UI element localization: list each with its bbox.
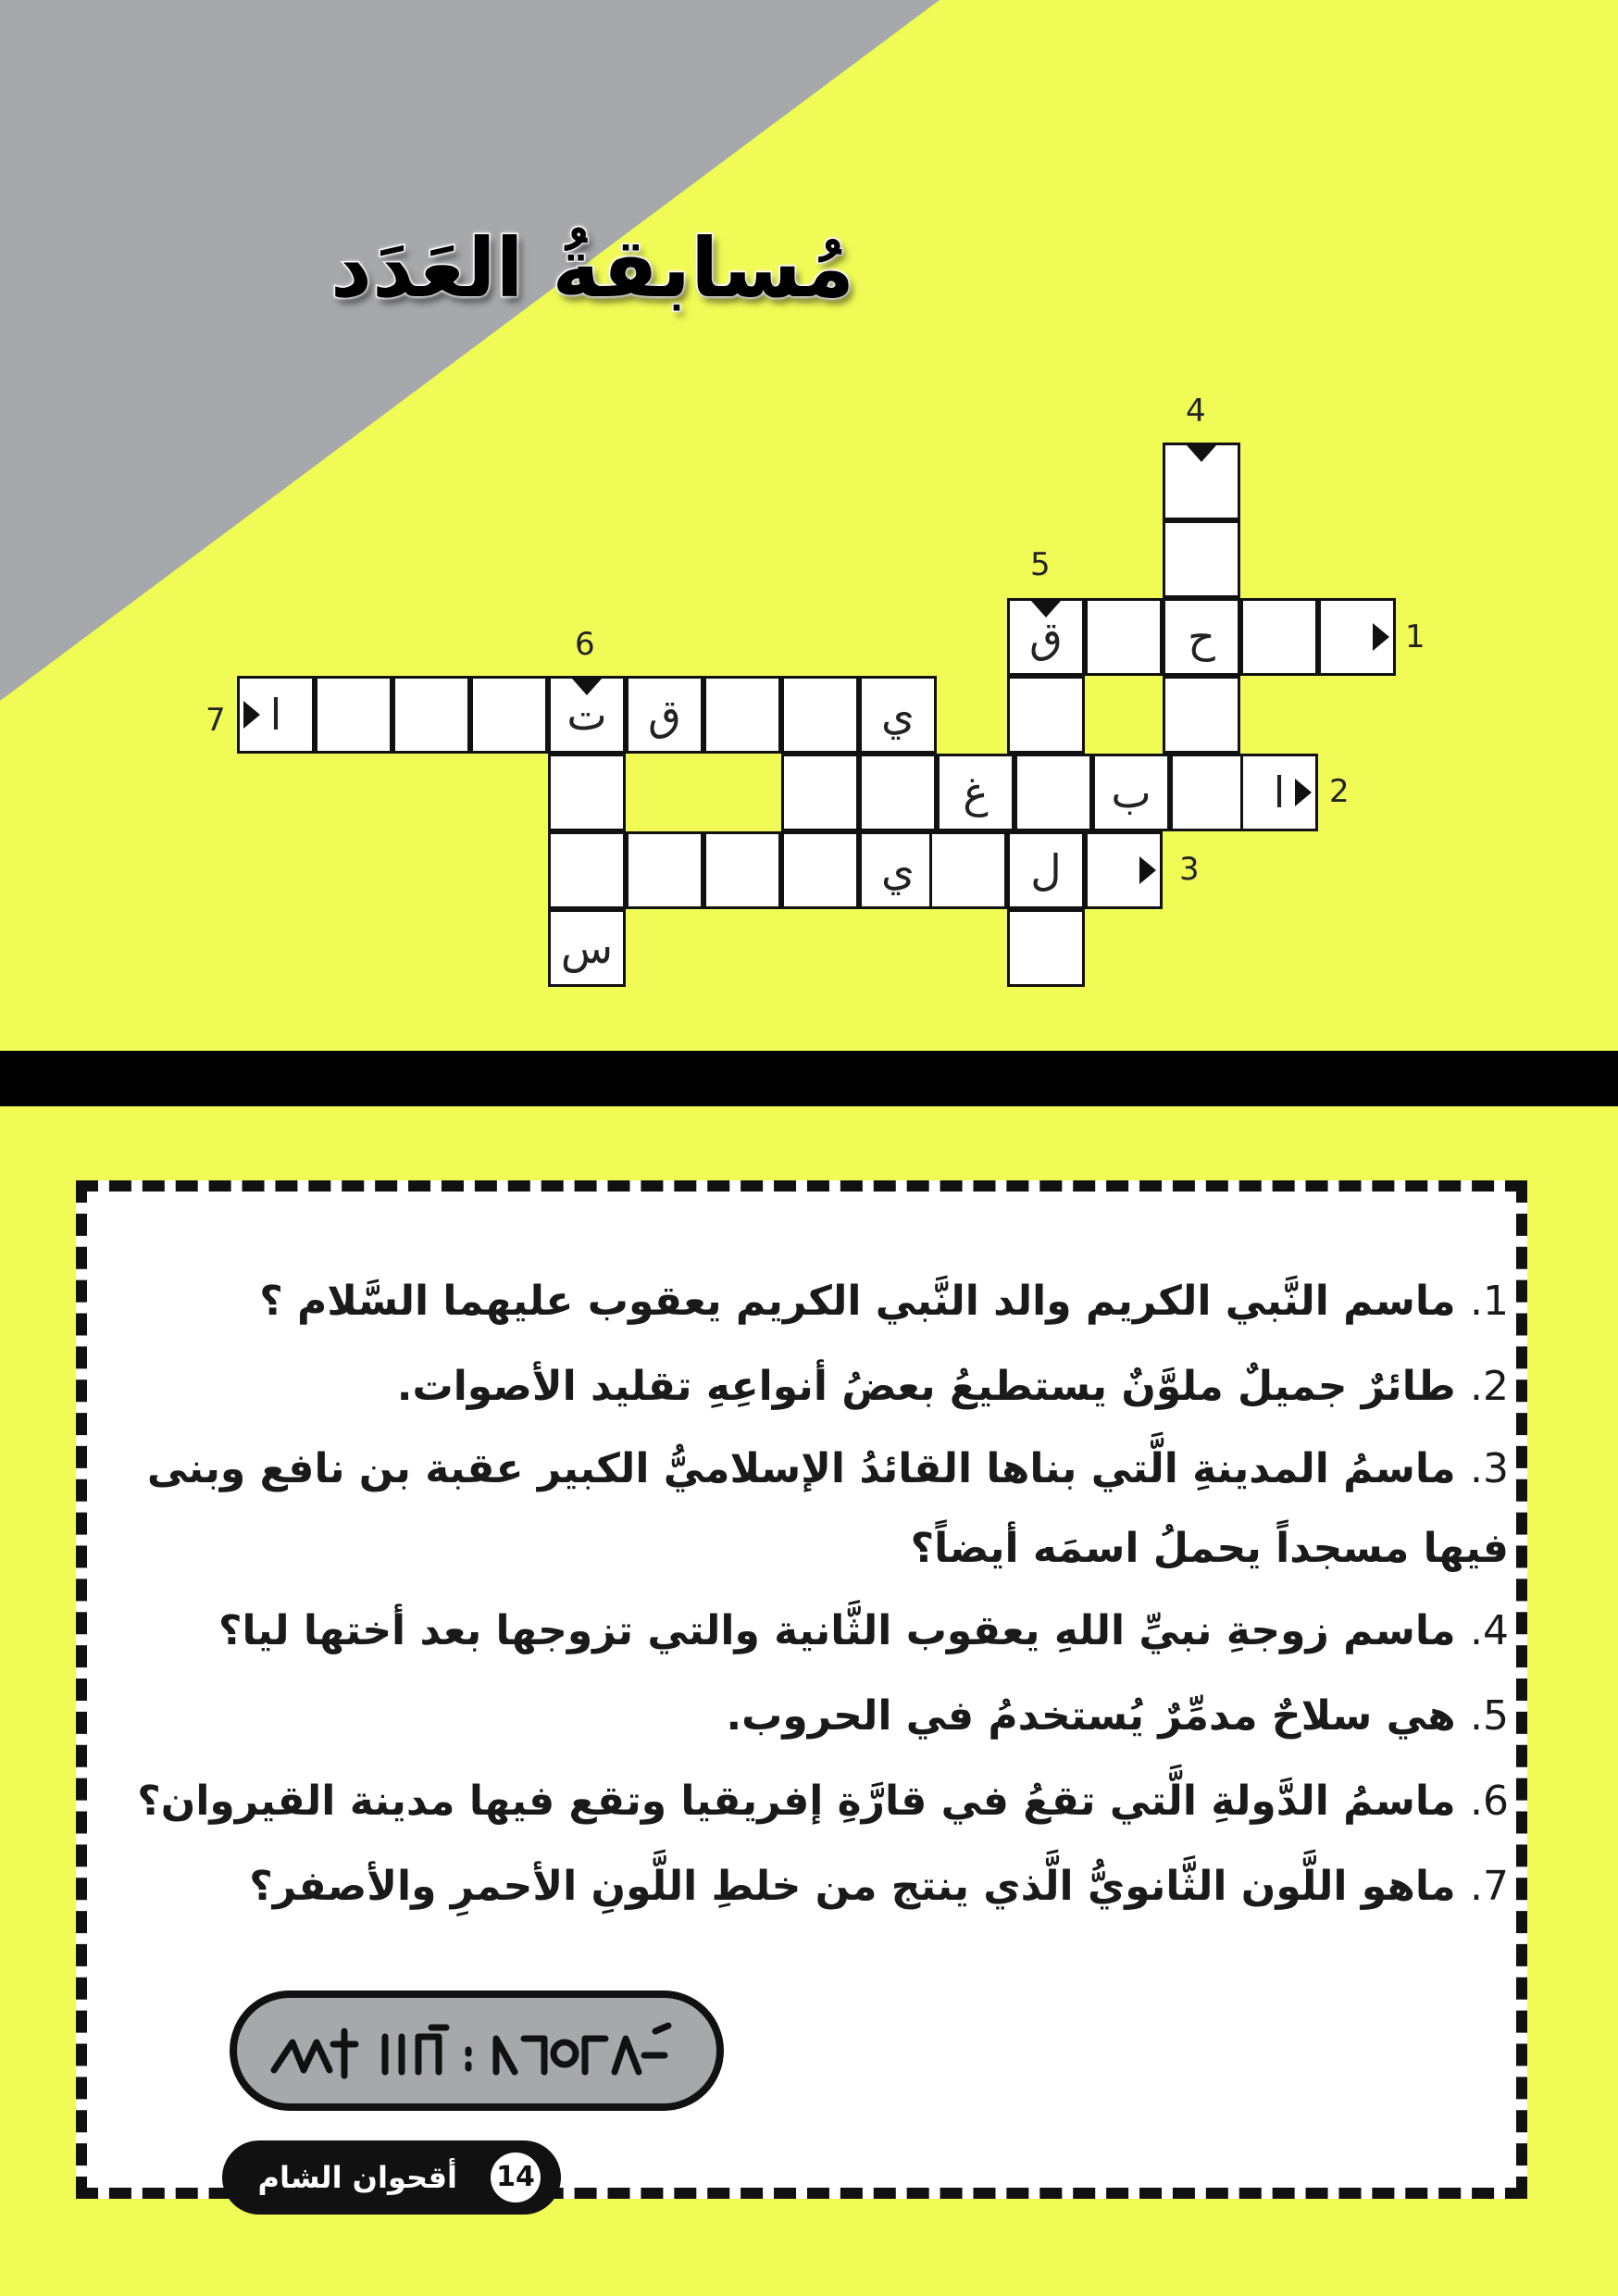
crossword-cell[interactable] xyxy=(626,676,703,754)
crossword-cell[interactable] xyxy=(1163,676,1240,754)
crossword-cell[interactable] xyxy=(929,831,1007,909)
crossword-cell[interactable] xyxy=(1163,520,1240,598)
crossword-cell[interactable] xyxy=(1085,598,1163,676)
crossword-letter: غ xyxy=(963,767,989,817)
page-title: مُسابقةُ العَدَد xyxy=(330,220,855,316)
crossword-cell[interactable] xyxy=(1014,754,1092,831)
crossword-cell[interactable] xyxy=(548,831,626,909)
crossword-cell[interactable] xyxy=(392,676,470,754)
crossword-cell[interactable] xyxy=(781,676,859,754)
crossword-letter: ي xyxy=(880,845,915,895)
clue-number-2: 2 xyxy=(1329,773,1350,810)
crossword-cell[interactable] xyxy=(1007,909,1085,987)
clue-item xyxy=(130,1344,1509,1429)
crossword-letter: ق xyxy=(1029,612,1063,662)
clue-number-4: 4 xyxy=(1186,393,1206,430)
crossword-cell[interactable] xyxy=(859,676,937,754)
clue-number-3: 3 xyxy=(1179,851,1200,888)
clue-item-number: 6. xyxy=(1470,1778,1509,1825)
crossword-cell[interactable] xyxy=(548,909,626,987)
crossword-letter: س xyxy=(560,923,614,973)
crossword-cell[interactable] xyxy=(703,831,781,909)
crossword-cell[interactable] xyxy=(315,676,392,754)
clue-item xyxy=(130,1589,1509,1674)
crossword-letter: ت xyxy=(566,690,607,740)
crossword-letter: ق xyxy=(648,690,681,740)
crossword-cell[interactable] xyxy=(1007,676,1085,754)
cipher-script-icon xyxy=(237,1998,716,2103)
clue-number-1: 1 xyxy=(1405,618,1425,655)
clue-item-number: 5. xyxy=(1470,1692,1509,1740)
clue-list xyxy=(130,1259,1509,1929)
crossword-cell[interactable] xyxy=(703,676,781,754)
clue-number-5: 5 xyxy=(1030,546,1051,583)
crossword-cell[interactable] xyxy=(859,831,937,909)
crossword-cell[interactable] xyxy=(781,831,859,909)
crossword-letter: ب xyxy=(1111,767,1151,817)
clue-item xyxy=(130,1259,1509,1344)
clue-number-6: 6 xyxy=(575,626,595,663)
crossword-letter: ي xyxy=(880,690,915,740)
clue-item-text: ماهو اللَّون الثَّانويُّ الَّذي ينتج من خلطِ اللَّونِ الأحمرِ والأصفر؟ xyxy=(249,1863,1456,1910)
clue-item-text: هي سلاحٌ مدمِّرٌ يُستخدمُ في الحروب. xyxy=(726,1692,1456,1740)
clue-item-number: 4. xyxy=(1470,1607,1509,1654)
clue-item-number: 3. xyxy=(1470,1445,1509,1492)
clue-item xyxy=(130,1759,1509,1844)
start-arrow-icon xyxy=(243,701,260,729)
answer-pill xyxy=(230,1990,724,2111)
crossword-cell[interactable] xyxy=(937,754,1014,831)
clue-item-text: ماسمُ المدينةِ الَّتي بناها القائدُ الإسلاميُّ الكبير عقبة بن نافع وبنى فيها مسجداً يحملُ اسمَه أيضاً؟ xyxy=(146,1445,1509,1572)
crossword-cell[interactable] xyxy=(470,676,548,754)
divider-band xyxy=(0,1051,1618,1106)
crossword-letter: ا xyxy=(269,690,282,740)
crossword-letter: ا xyxy=(1273,767,1286,817)
start-arrow-icon xyxy=(1187,445,1216,462)
clue-item-text: ماسم زوجةِ نبيِّ اللهِ يعقوب الثَّانية والتي تزوجها بعد أختها ليا؟ xyxy=(218,1607,1456,1654)
crossword-cell[interactable] xyxy=(781,754,859,831)
start-arrow-icon xyxy=(1139,856,1156,884)
footer-badge xyxy=(222,2140,561,2215)
magazine-name: أقحوان الشام xyxy=(257,2160,457,2195)
clue-number-7: 7 xyxy=(205,702,226,739)
start-arrow-icon xyxy=(1031,601,1061,618)
crossword-cell[interactable] xyxy=(548,754,626,831)
clue-item-text: ماسم النَّبي الكريم والد النَّبي الكريم يعقوب عليهما السَّلام ؟ xyxy=(259,1278,1456,1325)
clue-item-number: 7. xyxy=(1470,1863,1509,1910)
crossword-cell[interactable] xyxy=(859,754,937,831)
crossword-cell[interactable] xyxy=(1170,754,1248,831)
start-arrow-icon xyxy=(572,679,602,695)
start-arrow-icon xyxy=(1295,779,1312,806)
crossword-cell[interactable] xyxy=(1092,754,1170,831)
clue-item-text: طائرٌ جميلٌ ملوَّنٌ يستطيعُ بعضُ أنواعِهِ تقليد الأصوات. xyxy=(396,1363,1456,1410)
page-number: 14 xyxy=(491,2152,541,2202)
crossword-cell[interactable] xyxy=(1240,598,1318,676)
clue-item xyxy=(130,1844,1509,1929)
crossword-cell[interactable] xyxy=(626,831,703,909)
crossword-cell[interactable] xyxy=(1163,598,1240,676)
crossword-letter: ح xyxy=(1188,612,1215,662)
clue-item-text: ماسمُ الدَّولةِ الَّتي تقعُ في قارَّةِ إفريقيا وتقع فيها مدينة القيروان؟ xyxy=(137,1778,1456,1825)
clue-item xyxy=(130,1674,1509,1759)
start-arrow-icon xyxy=(1373,623,1389,651)
crossword-cell[interactable] xyxy=(1007,831,1085,909)
crossword-letter: ل xyxy=(1030,845,1062,895)
clue-item-number: 2. xyxy=(1470,1363,1509,1410)
clue-item xyxy=(130,1429,1509,1589)
clue-item-number: 1. xyxy=(1470,1278,1509,1325)
